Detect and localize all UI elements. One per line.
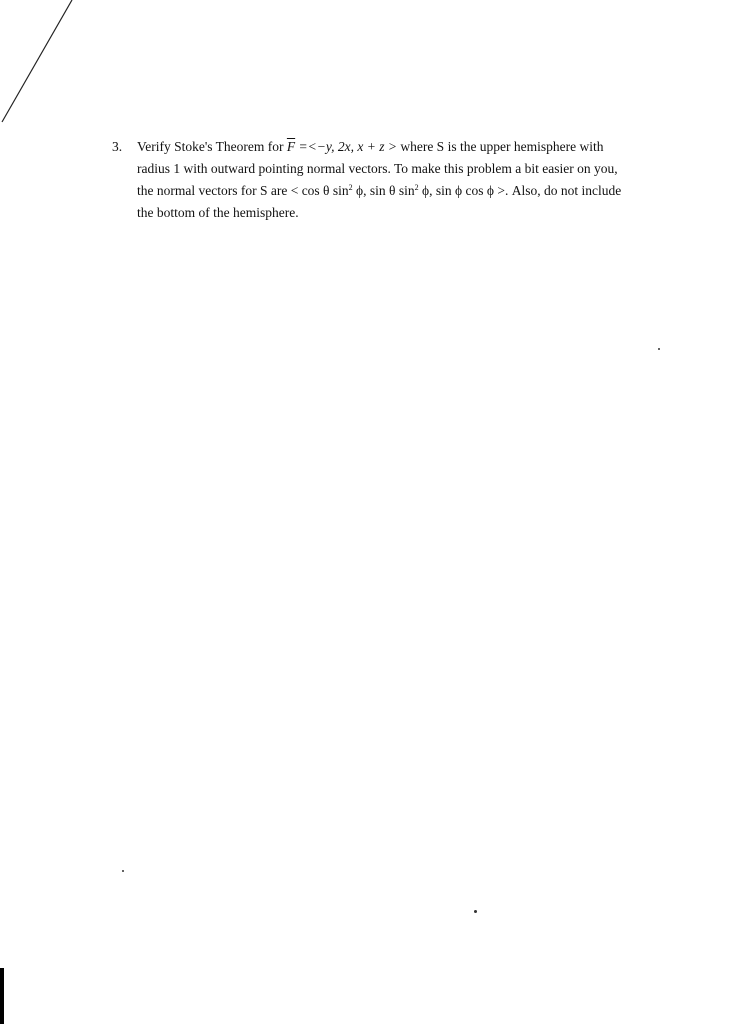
- problem-number: 3.: [112, 139, 123, 154]
- problem-line-2: radius 1 with outward pointing normal vectors. To make this problem a bit easier on you,: [137, 161, 618, 176]
- scan-speck: [658, 348, 660, 350]
- line1-lead: Verify Stoke's Theorem for: [137, 139, 287, 154]
- line1-tail: where S is the upper hemisphere with: [396, 139, 604, 154]
- vector-F: $\overline{F}$: [286, 139, 296, 154]
- scan-speck: [122, 870, 124, 872]
- problem-3: [112, 136, 672, 224]
- scan-speck: [474, 910, 477, 913]
- normal-vector-expression: < cos θ $\sin^2 \phi$, sin θ $\sin^2 \phi$, sin ϕ cos ϕ >: [290, 183, 505, 198]
- line3-lead: the normal vectors for S are: [137, 183, 291, 198]
- problem-line-3: [137, 180, 672, 202]
- problem-text: [137, 136, 672, 224]
- problem-line-4: the bottom of the hemisphere.: [137, 205, 299, 220]
- scan-edge-bar: [0, 968, 4, 1024]
- scan-corner-line: [0, 0, 90, 130]
- problem-line-1: [137, 136, 672, 158]
- line3-tail: . Also, do not include: [504, 183, 622, 198]
- vector-field-expression: =<−y, 2x, x + z >: [298, 139, 397, 154]
